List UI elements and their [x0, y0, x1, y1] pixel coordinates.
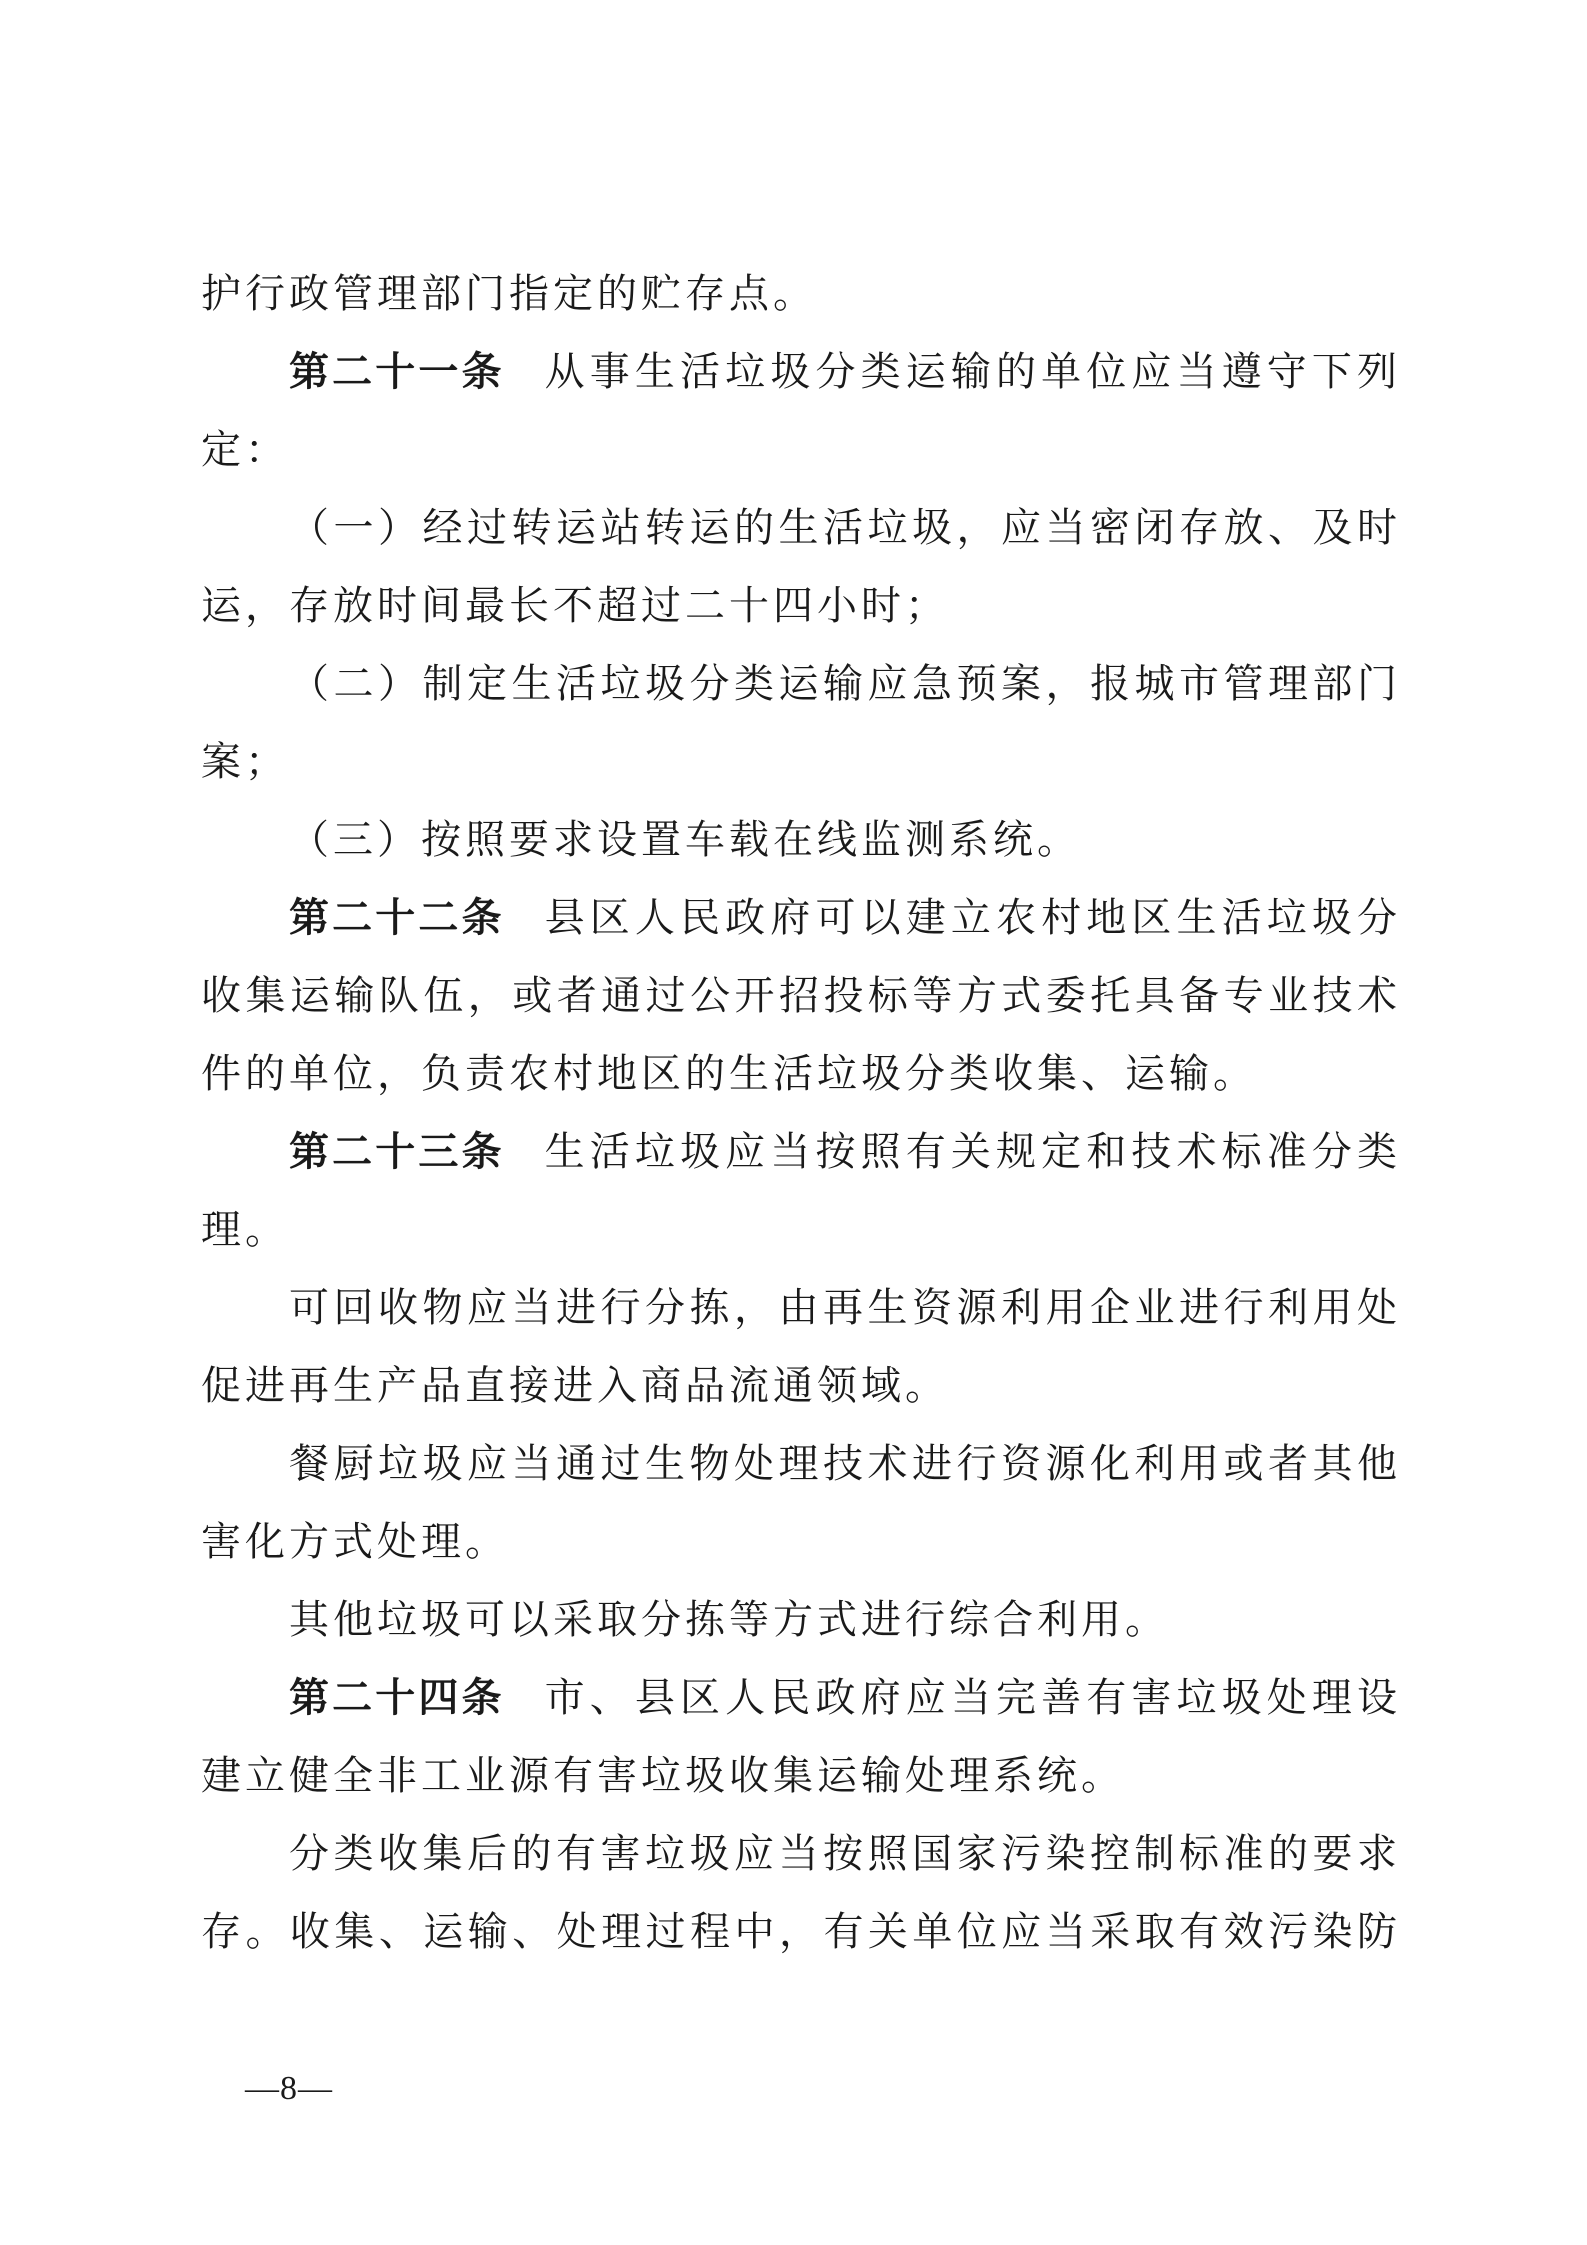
article-21-item-2-line-1: （二）制定生活垃圾分类运输应急预案，报城市管理部门	[289, 661, 1401, 707]
text-line: 案；	[201, 739, 289, 785]
article-21-text: 从事生活垃圾分类运输的单位应当遵守下列	[544, 349, 1401, 395]
text-line: 促进再生产品直接进入商品流通领域。	[201, 1363, 949, 1409]
text-line: 理。	[201, 1207, 289, 1253]
article-23-para-3-line-1: 餐厨垃圾应当通过生物处理技术进行资源化利用或者其他	[289, 1441, 1401, 1487]
text-line: 害化方式处理。	[201, 1519, 509, 1565]
article-24-text: 市、县区人民政府应当完善有害垃圾处理设	[544, 1675, 1401, 1721]
text-line: 收集运输队伍，或者通过公开招投标等方式委托具备专业技术	[201, 973, 1401, 1019]
text-line: 建立健全非工业源有害垃圾收集运输处理系统。	[201, 1753, 1125, 1799]
text-line: 运，存放时间最长不超过二十四小时；	[201, 583, 949, 629]
article-23-text: 生活垃圾应当按照有关规定和技术标准分类	[544, 1129, 1401, 1175]
article-24-para-2-line-1: 分类收集后的有害垃圾应当按照国家污染控制标准的要求	[289, 1831, 1401, 1877]
article-21-heading: 第二十一条	[289, 349, 505, 395]
article-23-line-1	[201, 1113, 1401, 1191]
article-23-heading: 第二十三条	[289, 1129, 505, 1175]
page-number: —8—	[245, 2070, 333, 2107]
article-21-item-1-line-1: （一）经过转运站转运的生活垃圾，应当密闭存放、及时	[289, 505, 1401, 551]
article-21-line-1	[201, 333, 1401, 411]
article-21-item-3: （三）按照要求设置车载在线监测系统。	[289, 817, 1081, 863]
article-23-para-2-line-1: 可回收物应当进行分拣，由再生资源利用企业进行利用处	[289, 1285, 1401, 1331]
text-line: 件的单位，负责农村地区的生活垃圾分类收集、运输。	[201, 1051, 1257, 1097]
document-body	[201, 255, 1401, 1971]
article-24-line-1	[201, 1659, 1401, 1737]
text-line: 护行政管理部门指定的贮存点。	[201, 271, 817, 317]
article-22-text: 县区人民政府可以建立农村地区生活垃圾分	[544, 895, 1401, 941]
text-line: 定：	[201, 427, 289, 473]
article-24-heading: 第二十四条	[289, 1675, 505, 1721]
article-22-heading: 第二十二条	[289, 895, 505, 941]
text-line: 存。收集、运输、处理过程中，有关单位应当采取有效污染防	[201, 1909, 1401, 1955]
article-22-line-1	[201, 879, 1401, 957]
article-23-para-4: 其他垃圾可以采取分拣等方式进行综合利用。	[289, 1597, 1169, 1643]
